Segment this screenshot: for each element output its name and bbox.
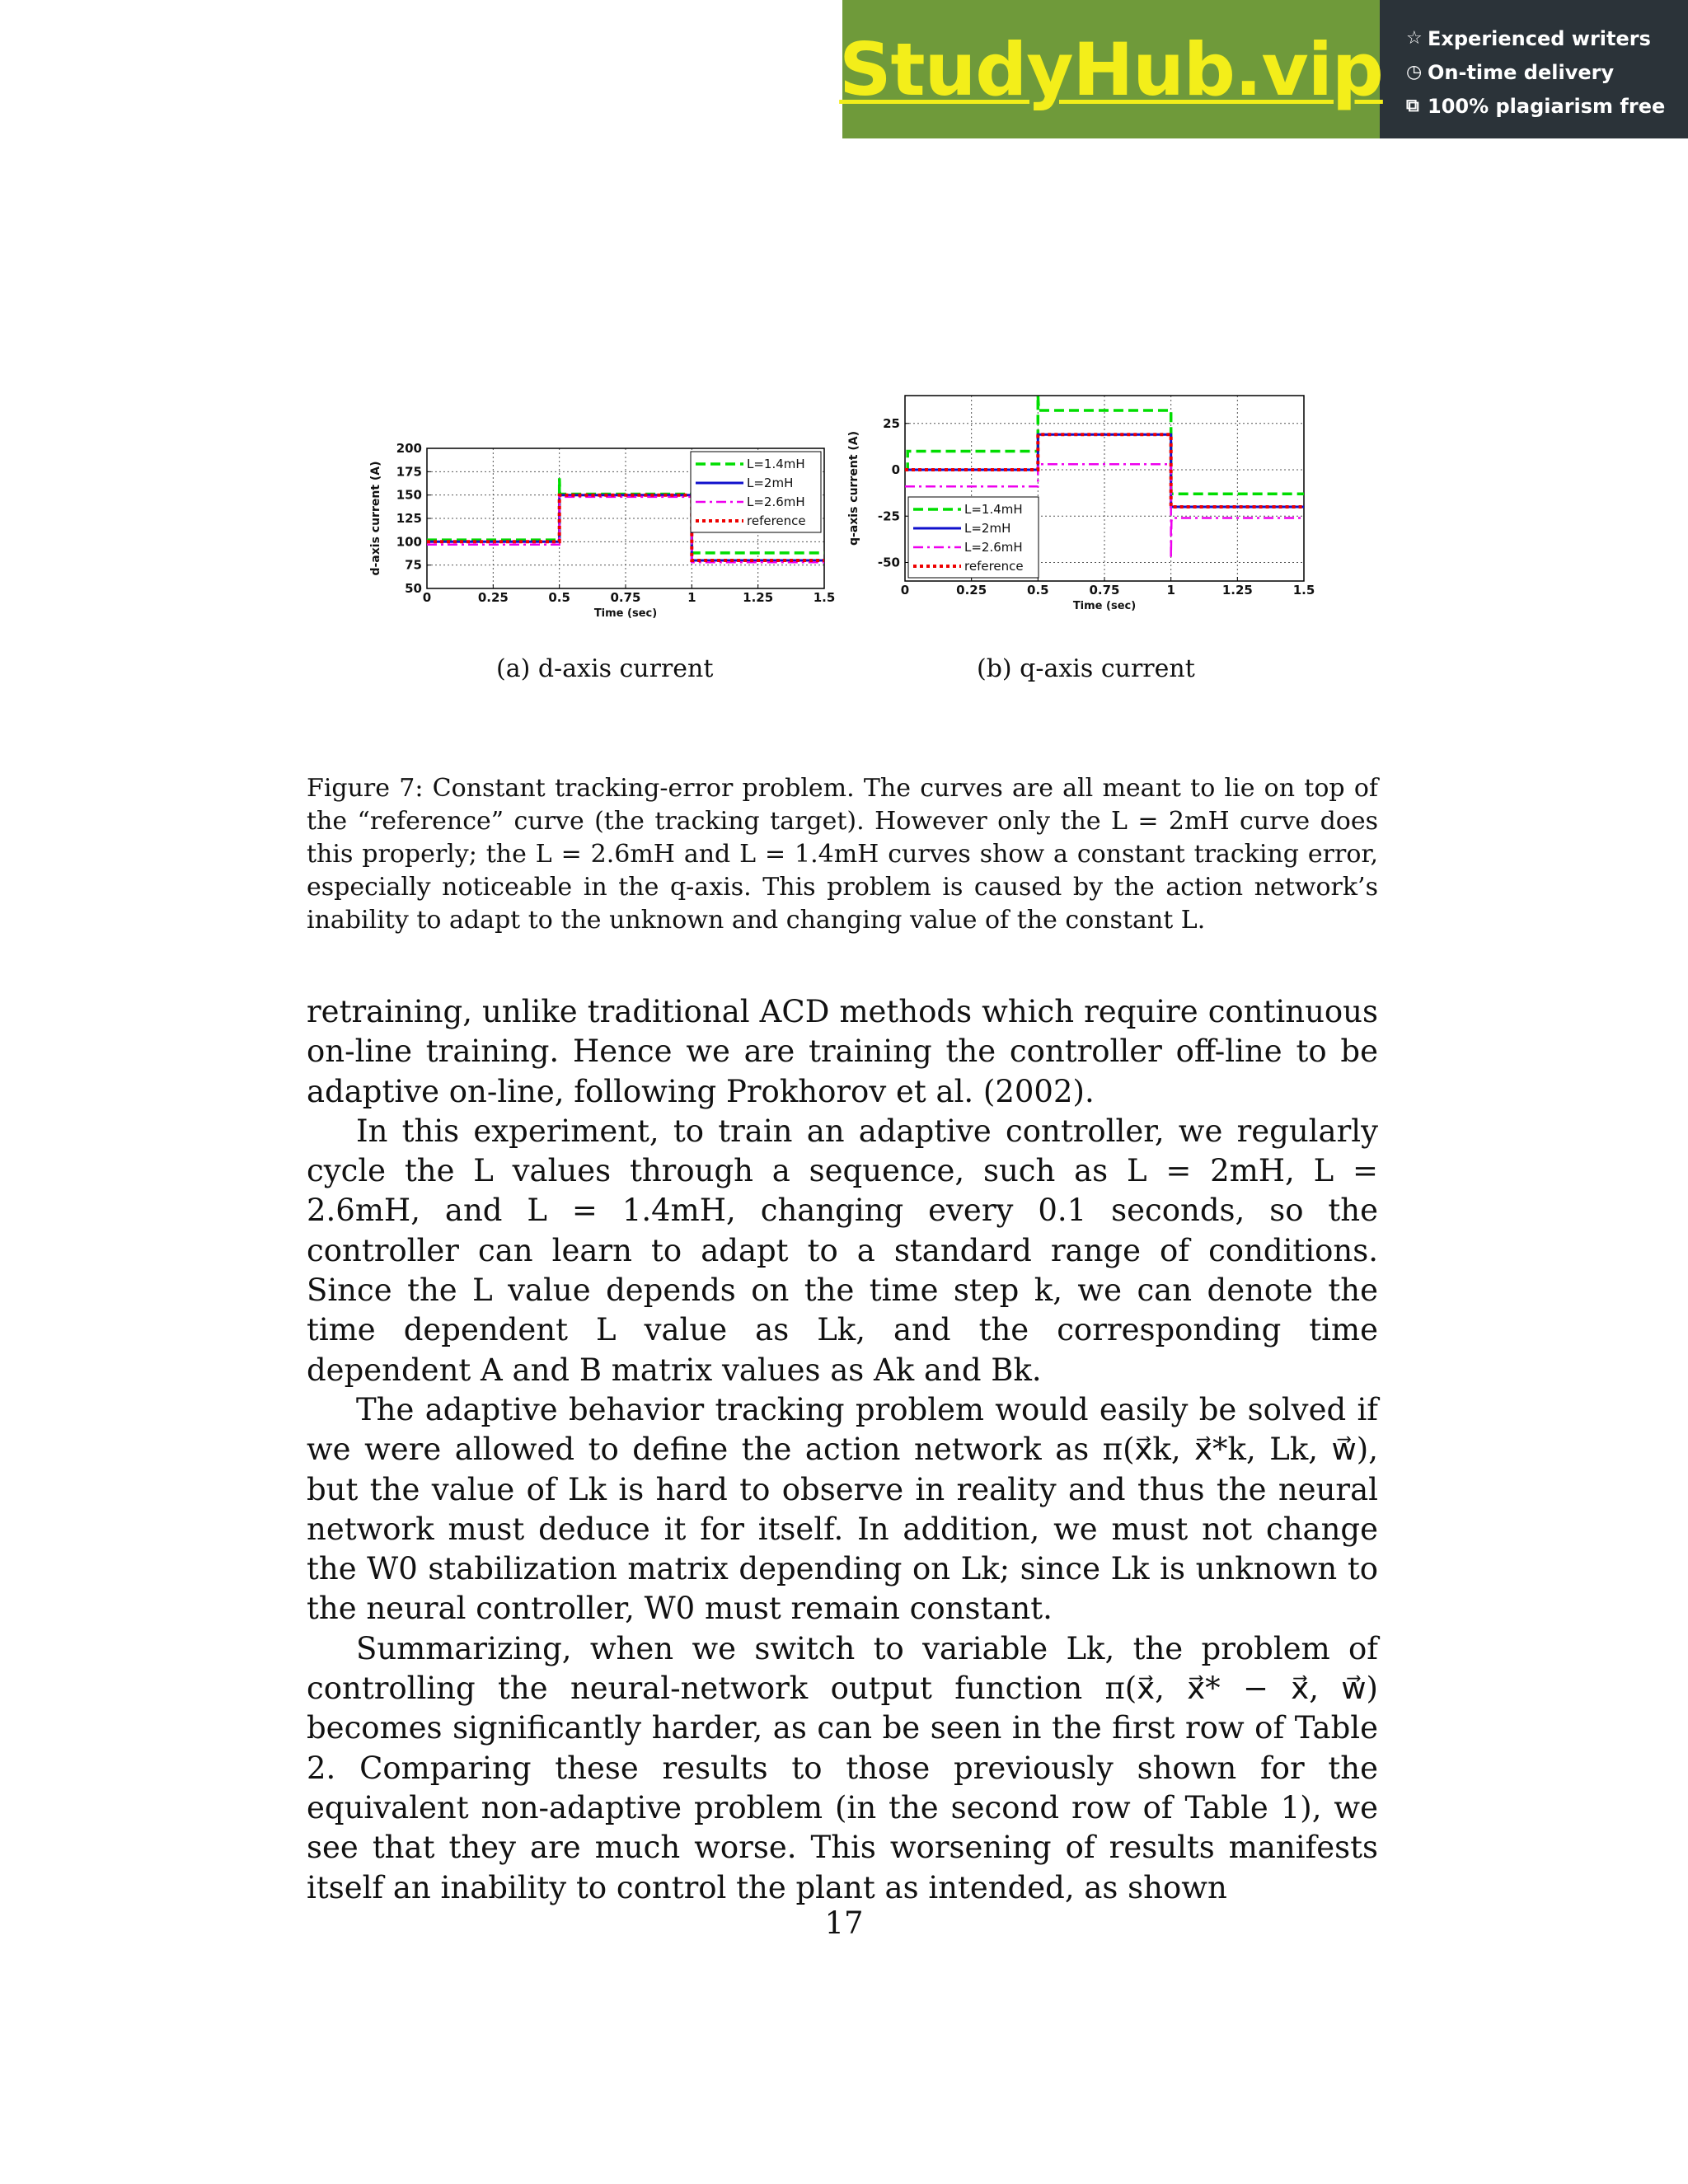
feature-plagiarism-free xyxy=(1406,89,1688,123)
x-tick-label: 0.25 xyxy=(956,583,987,598)
copy-icon: ⧉ xyxy=(1406,96,1419,116)
y-tick-label: 0 xyxy=(891,462,900,477)
body-text xyxy=(307,992,1378,1908)
x-tick-label: 0 xyxy=(422,590,432,605)
page-number: 17 xyxy=(824,1905,864,1941)
d-axis-current-chart xyxy=(363,429,849,618)
paragraph: The adaptive behavior tracking problem would easily be solved if we were allowed to define the action network as π(x⃗k, x⃗*k, Lk, w⃗), but the value of Lk is hard to observe in reality and thus the neural network must deduce it for itself. In addition, we must not change the W0 stabilization matrix depending on Lk; since Lk is unknown to the neural controller, W0 must remain constant. xyxy=(307,1391,1378,1627)
studyhub-logo-link[interactable] xyxy=(839,0,1383,138)
x-tick-label: 0.25 xyxy=(477,590,509,605)
y-tick-label: 50 xyxy=(405,581,422,596)
legend-label: L=1.4mH xyxy=(964,502,1023,517)
y-axis-label: d-axis current (A) xyxy=(369,461,382,576)
subcaption-b: (b) q-axis current xyxy=(977,654,1195,683)
x-tick-label: 0.75 xyxy=(1089,583,1120,598)
x-tick-label: 0.75 xyxy=(610,590,641,605)
x-axis-label: Time (sec) xyxy=(593,607,658,620)
banner-feature-list xyxy=(1380,0,1688,138)
y-tick-label: -50 xyxy=(877,555,900,570)
feature-experienced-writers xyxy=(1406,21,1688,55)
x-tick-label: 1.25 xyxy=(743,590,774,605)
feature-label: 100% plagiarism free xyxy=(1428,94,1666,118)
legend-label: L=1.4mH xyxy=(747,457,805,471)
paragraph: Summarizing, when we switch to variable Lk, the problem of controlling the neural-network output function π(x⃗, x⃗* − x⃗, w⃗) becomes significantly harder, as can be seen in the first row of Table 2. Comparing these results to those previously shown for the equivalent non-adaptive problem (in the second row of Table 1), we see that they are much worse. This worsening of results manifests itself an inability to control the plant as intended, as shown xyxy=(307,1630,1378,1905)
feature-label: On-time delivery xyxy=(1428,60,1615,84)
paragraph: In this experiment, to train an adaptive controller, we regularly cycle the L values through a sequence, such as L = 2mH, L = 2.6mH, and L = 1.4mH, changing every 0.1 seconds, so the controller can learn to adapt to a standard range of conditions. Since the L value depends on the time step k, we can denote the time dependent L value as Lk, and the corresponding time dependent A and B matrix values as Ak and Bk. xyxy=(307,1113,1378,1388)
x-tick-label: 0 xyxy=(900,583,910,598)
y-tick-label: 25 xyxy=(883,415,900,431)
feature-on-time-delivery xyxy=(1406,55,1688,89)
studyhub-banner[interactable] xyxy=(839,0,1688,138)
x-tick-label: 1.5 xyxy=(1292,583,1315,598)
y-axis-label: q-axis current (A) xyxy=(847,430,860,546)
x-axis-label: Time (sec) xyxy=(1072,600,1137,612)
feature-label: Experienced writers xyxy=(1428,26,1651,50)
q-axis-current-chart xyxy=(841,387,1335,618)
x-tick-label: 1.5 xyxy=(813,590,836,605)
star-icon: ☆ xyxy=(1406,28,1423,49)
legend-label: reference xyxy=(964,559,1024,574)
paragraph: retraining, unlike traditional ACD methods which require continuous on-line training. Hence we are training the controller off-line to be adaptive on-line, following Prokhorov et al. (2002). xyxy=(307,994,1378,1109)
studyhub-logo: StudyHub.vip xyxy=(839,26,1383,112)
x-tick-label: 0.5 xyxy=(548,590,570,605)
y-tick-label: 100 xyxy=(396,534,422,550)
x-tick-label: 1 xyxy=(687,590,696,605)
y-tick-label: 150 xyxy=(396,487,422,503)
clock-icon: ◷ xyxy=(1406,62,1423,82)
legend-label: reference xyxy=(747,513,806,528)
x-tick-label: 0.5 xyxy=(1027,583,1049,598)
legend-label: L=2.6mH xyxy=(964,540,1023,555)
y-tick-label: -25 xyxy=(877,509,900,524)
figure-caption: Figure 7: Constant tracking-error problem. The curves are all meant to lie on top of the “reference” curve (the tracking target). However only the L = 2mH curve does this properly; the L = 2.6mH and L = 1.4mH curves show a constant tracking error, especially noticeable in the q-axis. This problem is caused by the action network’s inability to adapt to the unknown and changing value of the constant L. xyxy=(307,774,1378,935)
subcaption-a: (a) d-axis current xyxy=(496,654,714,683)
legend-label: L=2.6mH xyxy=(747,494,805,509)
legend-label: L=2mH xyxy=(747,476,794,490)
y-tick-label: 200 xyxy=(396,441,422,456)
x-tick-label: 1 xyxy=(1166,583,1175,598)
x-tick-label: 1.25 xyxy=(1221,583,1253,598)
legend-label: L=2mH xyxy=(964,521,1011,536)
y-tick-label: 175 xyxy=(396,464,422,480)
y-tick-label: 125 xyxy=(396,511,422,526)
y-tick-label: 75 xyxy=(405,557,422,573)
legend xyxy=(691,452,821,532)
legend xyxy=(908,497,1039,578)
